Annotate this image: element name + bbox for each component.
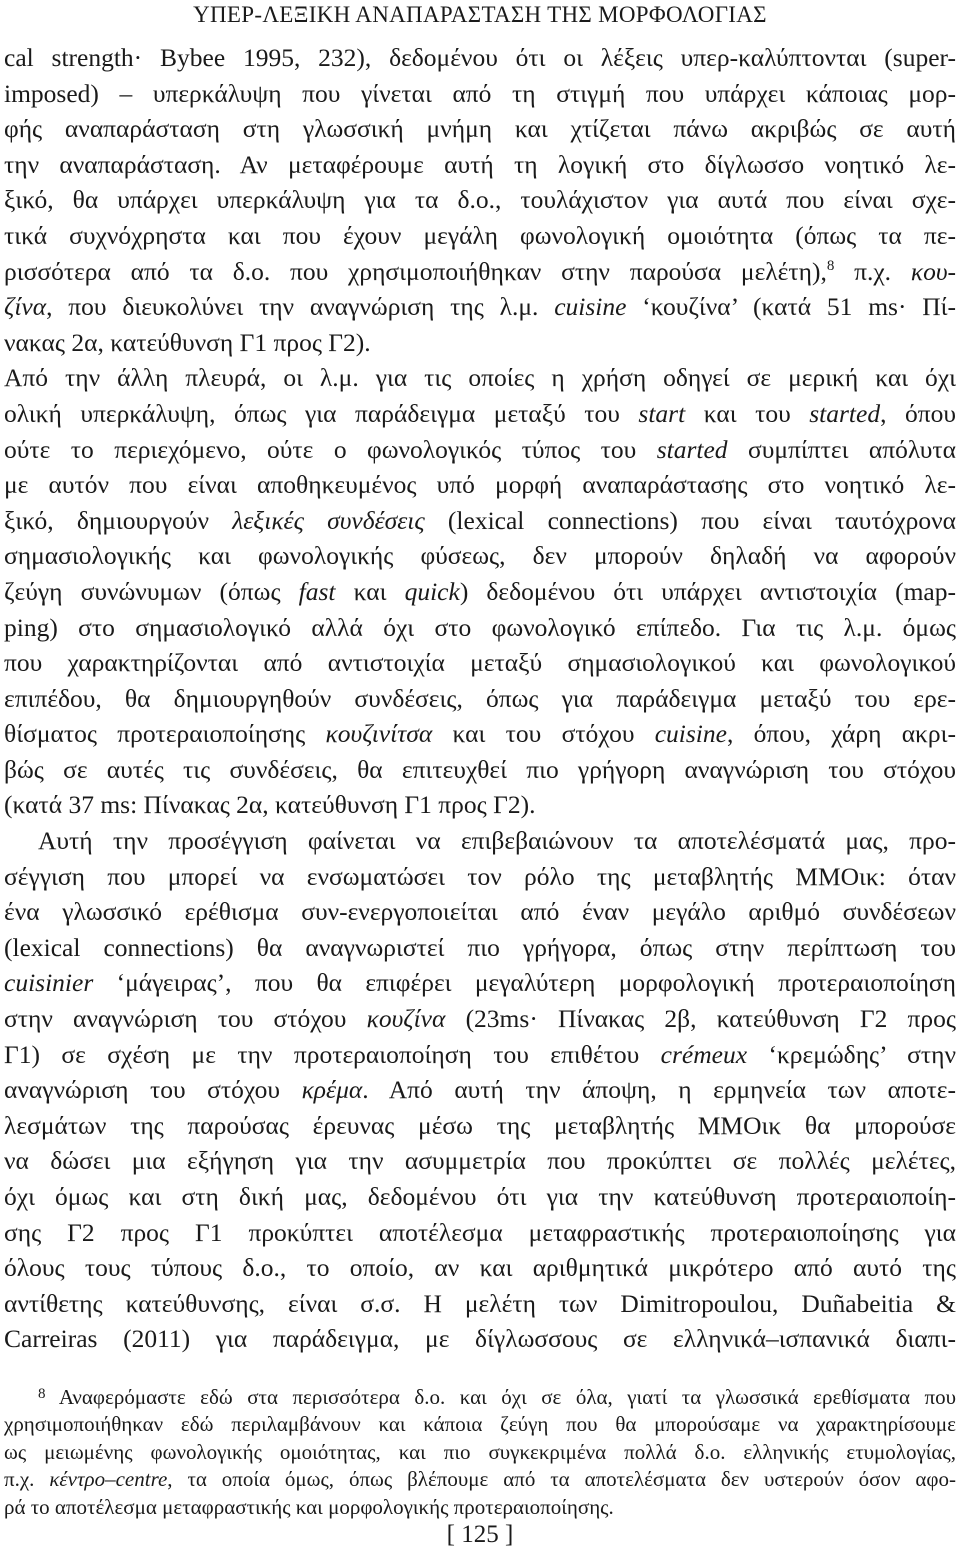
text-line: την αναπαράσταση. Αν μεταφέρουμε αυτή τη λογική στο δίγλωσσο νοητικό λε- <box>4 149 956 179</box>
footnote-line: ως μειωμένης φωνολογικής ομοιότητας, και πιο συγκεκριμένα πολλά δ.ο. ελληνικής ετυμολογίας, <box>4 1439 956 1464</box>
text-line: λεσμάτων της παρούσας έρευνας μέσω της μεταβλητής ΜΜΟικ θα μπορούσε <box>4 1110 956 1140</box>
body-text <box>4 40 956 1357</box>
text-line: νακας 2α, κατεύθυνση Γ1 προς Γ2). <box>4 327 371 357</box>
paragraph-1 <box>4 40 956 360</box>
text-line: που χαρακτηρίζονται από αντιστοιχία μεταξύ σημασιολογικού και φωνολογικού <box>4 648 956 678</box>
page-number: [ 125 ] <box>446 1521 514 1548</box>
text-line: με αυτόν που είναι αποθηκευμένος υπό μορφή αναπαράστασης στο νοητικό λε- <box>4 470 956 500</box>
footnote-line: χρησιμοποιήθηκαν εδώ περιλαμβάνουν και κάποια ζεύγη που θα μπορούσαμε να χαρακτηρίσουμε <box>4 1412 956 1437</box>
text-line: ολική υπερκάλυψη, όπως για παράδειγμα μεταξύ του start και του started, όπου <box>4 398 956 428</box>
text-line: στην αναγνώριση του στόχου κουζίνα (23ms· Πίνακας 2β, κατεύθυνση Γ2 προς <box>4 1004 956 1034</box>
footnote <box>4 1381 956 1521</box>
text-line: ούτε το περιεχόμενο, ούτε ο φωνολογικός τύπος του started συμπίπτει απόλυτα <box>4 434 956 464</box>
text-line: ζίνα, που διευκολύνει την αναγνώριση της λ.μ. cuisine ‘κουζίνα’ (κατά 51 ms· Πί- <box>4 292 956 322</box>
text-line: Γ1) σε σχέση με την προτεραιοποίηση του επιθέτου crémeux ‘κρεμώδης’ στην <box>4 1039 957 1069</box>
text-line: imposed) – υπερκάλυψη που γίνεται από τη στιγμή που υπάρχει κάποιας μορ- <box>4 78 956 108</box>
text-line: ξικό, θα υπάρχει υπερκάλυψη για τα δ.ο., τουλάχιστον για αυτά που είναι σχε- <box>4 185 956 215</box>
footnote-reference[interactable]: 8 <box>826 257 835 274</box>
text-line: cuisinier ‘μάγειρας’, που θα επιφέρει μεγαλύτερη μορφολογική προτεραιοποίηση <box>4 968 956 998</box>
text-line: βώς σε αυτές τις συνδέσεις, θα επιτευχθεί πιο γρήγορη αναγνώριση του στόχου <box>4 754 956 784</box>
footnote-line: $^8$ Αναφερόμαστε εδώ στα περισσότερα δ.ο. και όχι σε όλα, γιατί τα γλωσσικά ερεθίσματα που <box>38 1385 956 1409</box>
text-line: θίσματος προτεραιοποίησης κουζινίτσα και του στόχου cuisine, όπου, χάρη ακρι- <box>4 719 956 749</box>
text-line: ζεύγη συνώνυμων (όπως fast και quick) δεδομένου ότι υπάρχει αντιστοιχία (map- <box>4 576 956 606</box>
text-line: τικά συχνόχρηστα και που έχουν μεγάλη φωνολογική ομοιότητα (όπως τα πε- <box>4 220 956 250</box>
paragraph-3 <box>4 823 956 1357</box>
text-line: σέγγιση που μπορεί να ενσωματώσει τον ρόλο της μεταβλητής ΜΜΟικ: όταν <box>4 861 956 891</box>
text-line: σημασιολογικής και φωνολογικής φύσεως, δεν μπορούν δηλαδή να αφορούν <box>4 541 956 571</box>
text-line: να δώσει μια εξήγηση για την ασυμμετρία που προκύπτει σε πολλές μελέτες, <box>4 1146 956 1176</box>
text-line: Από την άλλη πλευρά, οι λ.μ. για τις οποίες η χρήση οδηγεί σε μερική και όχι <box>4 363 956 393</box>
paragraph-2 <box>4 360 956 823</box>
text-line: ξικό, δημιουργούν λεξικές συνδέσεις (lexical connections) που είναι ταυτόχρονα <box>4 505 956 535</box>
text-line: ping) στο σημασιολογικό αλλά όχι στο φωνολογικό επίπεδο. Για τις λ.μ. όμως <box>4 612 956 642</box>
text-line: ρισσότερα από τα δ.ο. που χρησιμοποιήθηκαν στην παρούσα μελέτη),$^8$ π.χ. κου- <box>4 256 957 286</box>
text-line: αντίθετης κατεύθυνσης, είναι σ.σ. Η μελέτη των Dimitropoulou, Duñabeitia & <box>4 1288 956 1318</box>
text-line: (lexical connections) θα αναγνωριστεί πιο γρήγορα, όπως στην περίπτωση του <box>4 932 956 962</box>
text-line: όχι όμως και στη δική μας, δεδομένου ότι για την κατεύθυνση προτεραιοποίη- <box>4 1182 956 1211</box>
text-line: cal strength· Bybee 1995, 232), δεδομένου ότι οι λέξεις υπερ-καλύπτονται (super- <box>4 43 956 72</box>
text-line: αναγνώριση του στόχου κρέμα. Από αυτή την άποψη, η ερμηνεία των αποτε- <box>4 1075 957 1105</box>
text-line: όλους τους τύπους δ.ο., το οποίο, αν και αριθμητικά μικρότερο από αυτό της <box>4 1253 956 1283</box>
text-line: επιπέδου, θα δημιουργηθούν συνδέσεις, όπως για παράδειγμα μεταξύ του ερε- <box>4 683 956 713</box>
footnote-line: ρά το αποτέλεσμα μεταφραστικής και μορφολογικής προτεραιοποίησης. <box>4 1494 614 1519</box>
text-line: (κατά 37 ms: Πίνακας 2α, κατεύθυνση Γ1 προς Γ2). <box>4 790 536 820</box>
running-head: ΥΠΕΡ-ΛΕΞΙΚΗ ΑΝΑΠΑΡΑΣΤΑΣΗ ΤΗΣ ΜΟΡΦΟΛΟΓΙΑΣ <box>193 2 767 27</box>
text-line: σης Γ2 προς Γ1 προκύπτει αποτέλεσμα μεταφραστικής προτεραιοποίησης για <box>4 1217 956 1247</box>
footnote-line: π.χ. κέντρο–centre, τα οποία όμως, όπως βλέπουμε από τα αποτελέσματα δεν υστερούν όσον αφο- <box>4 1467 956 1492</box>
text-line: Αυτή την προσέγγιση φαίνεται να επιβεβαιώνουν τα αποτελέσματά μας, προ- <box>38 826 956 856</box>
text-line: Carreiras (2011) για παράδειγμα, με δίγλωσσους σε ελληνικά–ισπανικά διαπι- <box>4 1324 956 1354</box>
text-line: ένα γλωσσικό ερέθισμα συν-ενεργοποιείται από έναν μεγάλο αριθμό συνδέσεων <box>4 897 956 927</box>
footnote-number: 8 <box>38 1386 46 1402</box>
text-line: φής αναπαράσταση στη γλωσσική μνήμη και χτίζεται πάνω ακριβώς σε αυτή <box>4 114 956 144</box>
